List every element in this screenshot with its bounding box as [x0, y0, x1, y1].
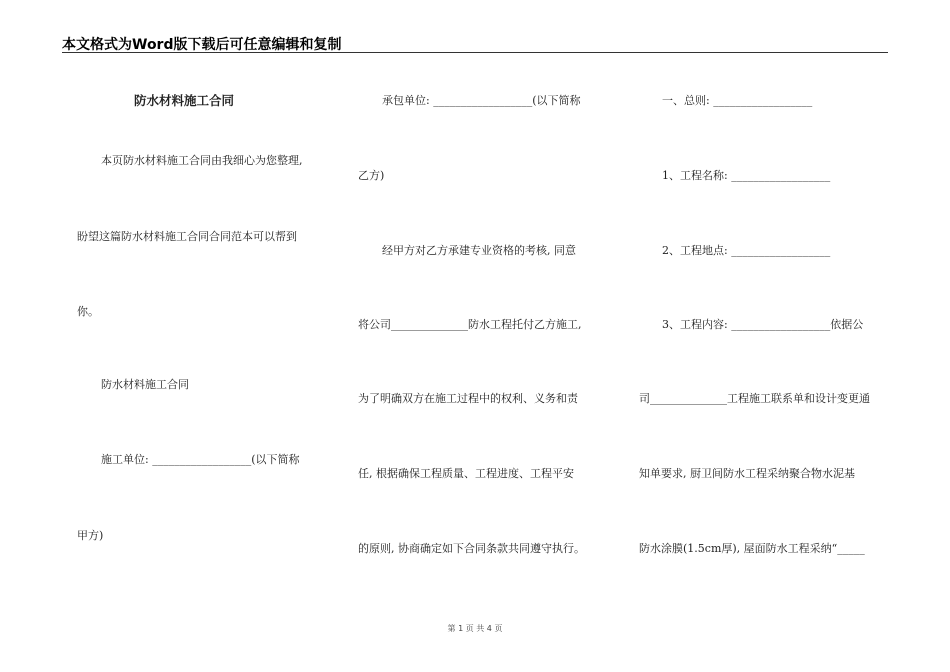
- paragraph-line: 1、工程名称: __________________: [662, 169, 831, 182]
- paragraph-line: 施工单位: __________________(以下简称: [101, 453, 300, 466]
- subheading: 防水材料施工合同: [101, 378, 189, 391]
- paragraph-line: 将公司______________防水工程托付乙方施工,: [358, 318, 582, 331]
- paragraph-line: 乙方): [358, 169, 385, 182]
- paragraph-line: 的原则, 协商确定如下合同条款共同遵守执行。: [358, 542, 585, 555]
- header-divider: [62, 52, 888, 53]
- page-number-footer: 第 1 页 共 4 页: [447, 624, 503, 633]
- paragraph-line: 经甲方对乙方承建专业资格的考核, 同意: [382, 244, 576, 257]
- document-header-banner: 本文格式为Word版下载后可任意编辑和复制: [62, 37, 342, 53]
- paragraph-line: 防水涂膜(1.5cm厚), 屋面防水工程采纳“_____: [639, 542, 865, 555]
- paragraph-line: 司______________工程施工联系单和设计变更通: [639, 392, 870, 405]
- paragraph-line: 知单要求, 厨卫间防水工程采纳聚合物水泥基: [639, 467, 855, 480]
- paragraph-line: 本页防水材料施工合同由我细心为您整理,: [101, 154, 303, 167]
- document-title: 防水材料施工合同: [134, 93, 235, 108]
- paragraph-line: 2、工程地点: __________________: [662, 244, 831, 257]
- paragraph-line: 盼望这篇防水材料施工合同合同范本可以帮到: [77, 230, 297, 243]
- paragraph-line: 3、工程内容: __________________依据公: [662, 318, 864, 331]
- section-heading: 一、总则: __________________: [662, 94, 813, 107]
- paragraph-line: 承包单位: __________________(以下简称: [382, 94, 581, 107]
- paragraph-line: 为了明确双方在施工过程中的权利、义务和责: [358, 392, 578, 405]
- paragraph-line: 甲方): [77, 529, 104, 542]
- paragraph-line: 任, 根据确保工程质量、工程进度、工程平安: [358, 467, 574, 480]
- paragraph-line: 你。: [77, 305, 99, 318]
